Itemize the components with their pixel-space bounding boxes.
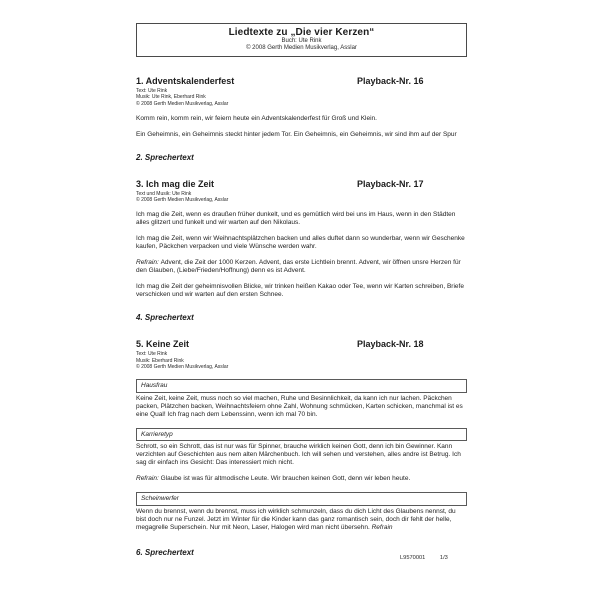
refrain-paragraph [136, 475, 467, 483]
song-1-heading [136, 76, 467, 86]
refrain-reference: Refrain [371, 523, 393, 531]
lyrics-paragraph [136, 508, 467, 532]
speaker-text-heading-6: 6. Sprechertext [136, 547, 194, 557]
song-5-playback-number: Playback-Nr. 18 [357, 339, 424, 350]
speaker-text-heading-2: 2. Sprechertext [136, 152, 194, 162]
document-content [136, 23, 467, 557]
song-1-playback-number: Playback-Nr. 16 [357, 76, 424, 86]
song-1-credits [136, 88, 467, 107]
credit-line: Text: Ute Rink [136, 351, 168, 358]
document-title: Liedtexte zu „Die vier Kerzen“ [228, 27, 375, 38]
credit-line: © 2008 Gerth Medien Musikverlag, Asslar [136, 197, 229, 204]
credit-line: Text und Musik: Ute Rink [136, 190, 192, 197]
refrain-paragraph [136, 259, 467, 275]
credit-line: Text: Ute Rink [136, 88, 168, 94]
role-label-box-scheinwerfer [136, 492, 467, 506]
lyrics-paragraph: Komm rein, komm rein, wir feiern heute ein Adventskalenderfest für Groß und Klein. [136, 114, 377, 122]
credit-line: © 2008 Gerth Medien Musikverlag, Asslar [136, 100, 229, 107]
song-3-title: 3. Ich mag die Zeit [136, 178, 215, 189]
refrain-text: Advent, die Zeit der 1000 Kerzen. Advent, das erste Lichtlein brennt. Advent, wir öffnen unsre Herzen für den Glauben, (Liebe/Frieden/Hoffnung) denn es ist Advent. [136, 259, 461, 275]
role-label-box-hausfrau [136, 379, 467, 393]
lyrics-paragraph: Keine Zeit, keine Zeit, muss noch so viel machen, Ruhe und Besinnlichkeit, da kann ich nur lachen. Päckchen packen, Plätzchen backen, Weihnachtsfeiern ohne Zahl, Wohnung schmücken, Karten schicken, manchmal ist es eine Qual! Ich frag nach dem Lebenssinn, wenn ich mal 70 bin. [136, 394, 463, 418]
refrain-label: Refrain: [136, 475, 161, 483]
document-copyright: © 2008 Gerth Medien Musikverlag, Asslar [246, 45, 357, 51]
song-1-title: 1. Adventskalenderfest [136, 76, 235, 86]
role-label: Scheinwerfer [141, 495, 179, 503]
lyrics-paragraph: Ich mag die Zeit der geheimnisvollen Blicke, wir trinken heißen Kakao oder Tee, wenn wir Karten schreiben, Briefe verschicken und wir warten auf den ersten Schnee. [136, 283, 464, 299]
lyrics-text: Wenn du brennst, wenn du brennst, muss ich wirklich schmunzeln, dass du dich Licht des Glaubens nennst, du bist doch nur ne Funzel. Jetzt im Winter für die Kinder kann das ganz romantisch sein, doch dir fehlt der helle, megagrelle Superschein. Nur mit Neon, Laser, Halogen wird man nicht übersehn. [136, 507, 456, 531]
lyrics-paragraph: Schrott, so ein Schrott, das ist nur was für Spinner, brauche wirklich keinen Gott, denn ich bin Gewinner. Kann verzichten auf Geschichten aus nem alten Märchenbuch. Ich will sehen und verstehen, alles andre ist Betrug. Ich sag dir einfach ins Gesicht: Das interessiert mich nicht. [136, 443, 461, 467]
song-3-heading [136, 179, 467, 189]
song-5-credits [136, 351, 467, 370]
song-5-heading [136, 339, 467, 349]
role-label-box-karrieretyp [136, 428, 467, 442]
role-label: Karrieretyp [141, 430, 173, 438]
refrain-text: Glaube ist was für altmodische Leute. Wir brauchen keinen Gott, denn wir leben heute. [160, 475, 411, 483]
document-code: L9570001 [400, 555, 426, 561]
page-number: 1/3 [439, 555, 448, 561]
song-3-playback-number: Playback-Nr. 17 [357, 178, 424, 189]
document-header-box [136, 23, 467, 57]
lyrics-paragraph: Ich mag die Zeit, wenn es draußen früher dunkelt, und es gemütlich wird bei uns im Haus, wenn in den Städten alles glitzert und funkelt und wir warten auf den Nikolaus. [136, 211, 456, 227]
lyrics-paragraph: Ich mag die Zeit, wenn wir Weihnachtsplätzchen backen und alles duftet dann so wunderbar, wenn wir Geschenke kaufen, Päckchen verpacken und viele Wünsche werden wahr. [136, 235, 465, 251]
lyrics-paragraph: Ein Geheimnis, ein Geheimnis steckt hinter jedem Tor. Ein Geheimnis, ein Geheimnis, wir sind ihm auf der Spur [136, 130, 457, 138]
credit-line: Musik: Ute Rink, Eberhard Rink [136, 94, 206, 101]
role-label: Hausfrau [141, 382, 168, 390]
song-3-credits [136, 191, 467, 204]
document-book-credit: Buch: Ute Rink [281, 38, 322, 44]
credit-line: Musik: Eberhard Rink [136, 357, 184, 364]
song-5-title: 5. Keine Zeit [136, 339, 190, 350]
page-footer [400, 555, 448, 561]
refrain-label: Refrain: [136, 259, 161, 267]
speaker-text-heading-4: 4. Sprechertext [136, 313, 194, 323]
credit-line: © 2008 Gerth Medien Musikverlag, Asslar [136, 364, 229, 371]
